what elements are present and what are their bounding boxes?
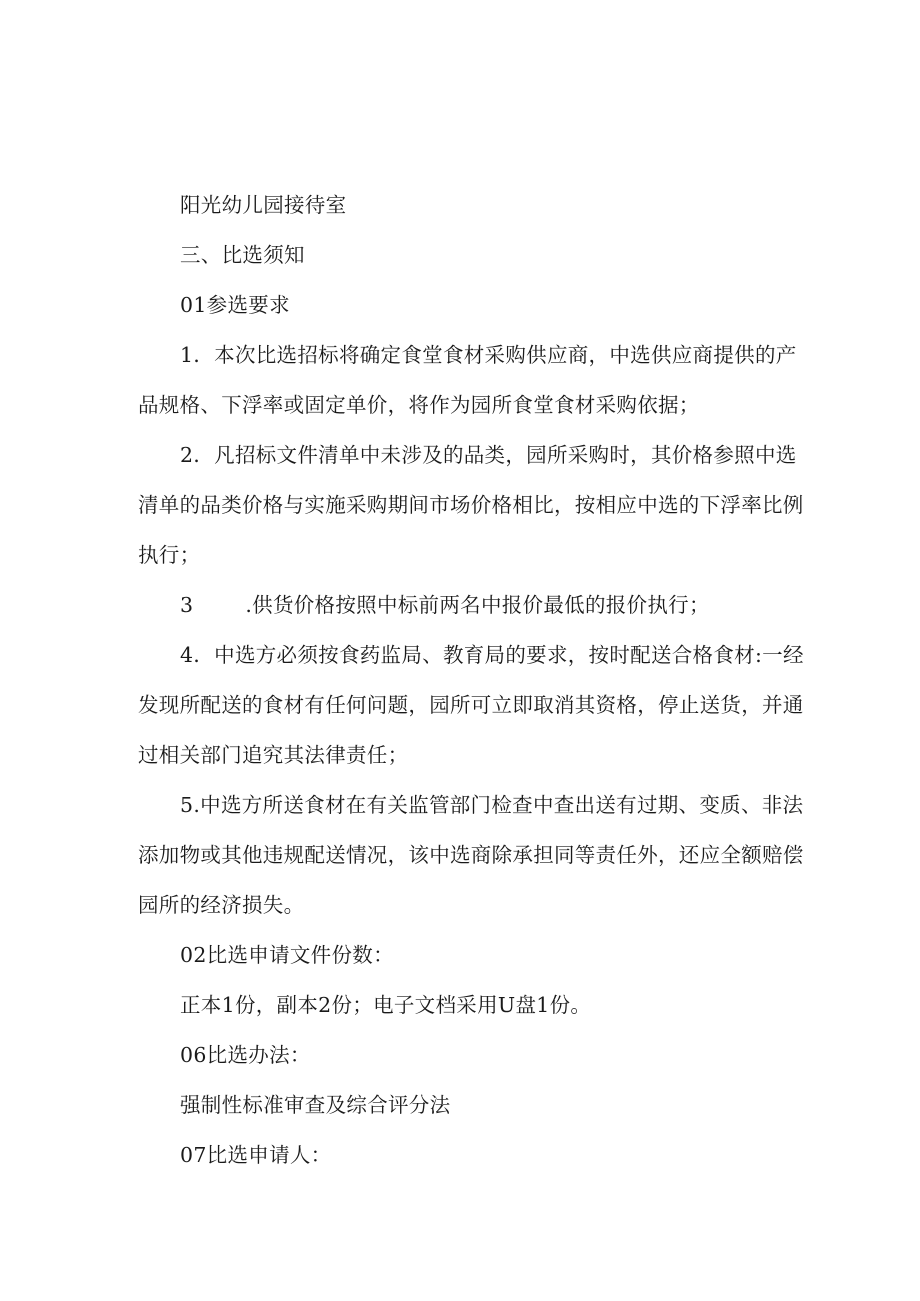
method-text: 强制性标准审查及综合评分法 <box>180 1093 451 1117</box>
item-1-line-2: 品规格、下浮率或固定单价，将作为园所食堂食材采购依据； <box>138 393 700 417</box>
item-5-line-2: 添加物或其他违规配送情况，该中选商除承担同等责任外，还应全额赔偿 <box>138 843 804 867</box>
applicant-heading: 07比选申请人： <box>180 1143 332 1167</box>
item-4-line-3: 过相关部门追究其法律责任； <box>138 743 409 767</box>
location-line: 阳光幼儿园接待室 <box>180 193 347 217</box>
copies-text: 正本1份，副本2份；电子文档采用U盘1份。 <box>180 993 592 1017</box>
item-5-line-3: 园所的经济损失。 <box>138 893 305 917</box>
item-3-text: .供货价格按照中标前两名中报价最低的报价执行； <box>245 593 710 617</box>
item-2-line-1: 2．凡招标文件清单中未涉及的品类，园所采购时，其价格参照中选 <box>180 443 797 467</box>
copies-heading: 02比选申请文件份数： <box>180 943 394 967</box>
item-3-line <box>180 593 710 617</box>
item-3-number: 3 <box>180 593 194 617</box>
item-1-line-1: 1．本次比选招标将确定食堂食材采购供应商，中选供应商提供的产 <box>180 343 797 367</box>
method-heading: 06比选办法： <box>180 1043 311 1067</box>
item-5-line-1: 5.中选方所送食材在有关监管部门检查中查出送有过期、变质、非法 <box>180 793 804 817</box>
item-2-line-3: 执行； <box>138 543 201 567</box>
item-2-line-2: 清单的品类价格与实施采购期间市场价格相比，按相应中选的下浮率比例 <box>138 493 804 517</box>
requirements-heading: 01参选要求 <box>180 293 290 317</box>
item-4-line-2: 发现所配送的食材有任何问题，园所可立即取消其资格，停止送货，并通 <box>138 693 804 717</box>
section-heading: 三、比选须知 <box>180 243 305 267</box>
item-4-line-1: 4．中选方必须按食药监局、教育局的要求，按时配送合格食材:一经 <box>180 643 804 667</box>
